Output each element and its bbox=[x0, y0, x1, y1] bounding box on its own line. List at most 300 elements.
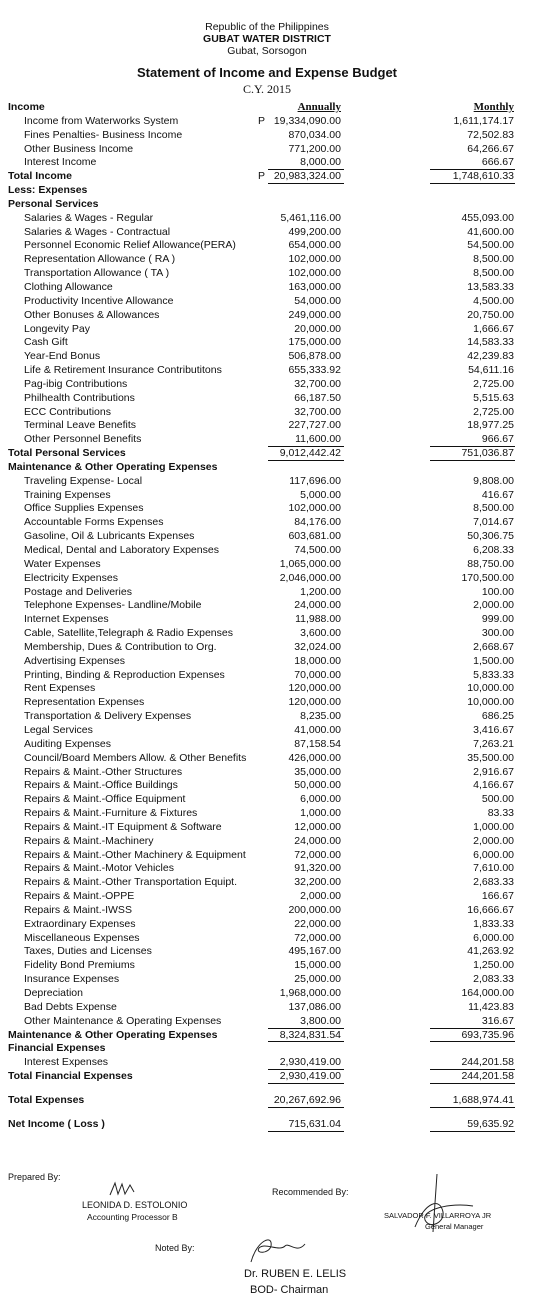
annual-amount: 20,983,324.00 bbox=[273, 170, 341, 183]
row-label: Repairs & Maint.-Other Structures bbox=[24, 765, 183, 778]
monthly-amount: 1,748,610.33 bbox=[452, 170, 514, 183]
monthly-amount: 41,263.92 bbox=[467, 945, 514, 958]
monthly-amount: 1,000.00 bbox=[473, 820, 514, 833]
row-label: Auditing Expenses bbox=[24, 737, 111, 750]
table-row bbox=[0, 544, 534, 558]
annual-amount: 175,000.00 bbox=[288, 336, 341, 349]
monthly-amount: 2,916.67 bbox=[473, 765, 514, 778]
row-label: Clothing Allowance bbox=[24, 280, 113, 293]
monthly-amount: 9,808.00 bbox=[473, 474, 514, 487]
row-label: Net Income ( Loss ) bbox=[8, 1117, 105, 1130]
annual-amount: 654,000.00 bbox=[288, 239, 341, 252]
monthly-amount: 2,000.00 bbox=[473, 599, 514, 612]
table-row bbox=[0, 530, 534, 544]
annual-amount: 87,158.54 bbox=[294, 737, 341, 750]
prepared-title: Accounting Processor B bbox=[87, 1212, 178, 1222]
monthly-amount: 14,583.33 bbox=[467, 336, 514, 349]
annual-amount: 19,334,090.00 bbox=[273, 114, 341, 127]
monthly-amount: 1,833.33 bbox=[473, 917, 514, 930]
annual-amount: 655,333.92 bbox=[288, 364, 341, 377]
monthly-amount: 164,000.00 bbox=[461, 987, 514, 999]
table-row bbox=[0, 129, 534, 143]
monthly-amount: 300.00 bbox=[481, 627, 514, 640]
annual-amount: 1,968,000.00 bbox=[279, 987, 341, 999]
table-row bbox=[0, 419, 534, 433]
row-label: Membership, Dues & Contribution to Org. bbox=[24, 640, 217, 653]
monthly-amount: 966.67 bbox=[481, 433, 514, 446]
prepared-signature bbox=[108, 1180, 138, 1198]
monthly-amount: 1,500.00 bbox=[473, 654, 514, 667]
monthly-amount: 666.67 bbox=[481, 156, 514, 169]
annual-amount: 120,000.00 bbox=[288, 682, 341, 695]
row-label: Accountable Forms Expenses bbox=[24, 516, 164, 529]
table-row bbox=[0, 1001, 534, 1015]
row-label: Year-End Bonus bbox=[24, 350, 101, 363]
underline-rule bbox=[268, 1083, 344, 1084]
row-label: Repairs & Maint.-Office Buildings bbox=[24, 779, 178, 792]
annual-amount: 12,000.00 bbox=[294, 820, 341, 833]
monthly-amount: 10,000.00 bbox=[467, 696, 514, 709]
row-label: Representation Allowance ( RA ) bbox=[24, 253, 176, 266]
monthly-amount: 4,500.00 bbox=[473, 294, 514, 307]
annual-amount: 22,000.00 bbox=[294, 917, 341, 930]
row-label: Interest Income bbox=[24, 156, 97, 169]
annual-amount: 120,000.00 bbox=[288, 696, 341, 709]
monthly-amount: 2,725.00 bbox=[473, 405, 514, 418]
annual-amount: 870,034.00 bbox=[288, 128, 341, 141]
row-label: Personnel Economic Relief Allowance(PERA) bbox=[24, 239, 236, 252]
annual-amount: 35,000.00 bbox=[294, 765, 341, 778]
row-label: Legal Services bbox=[24, 723, 93, 736]
table-row bbox=[0, 682, 534, 696]
annual-amount: 499,200.00 bbox=[288, 225, 341, 238]
table-row bbox=[0, 710, 534, 724]
annual-amount: 117,696.00 bbox=[289, 474, 341, 487]
monthly-amount: 455,093.00 bbox=[461, 211, 514, 224]
table-row bbox=[0, 350, 534, 364]
underline-rule bbox=[430, 1131, 515, 1132]
annual-amount: 137,086.00 bbox=[288, 1000, 341, 1013]
annual-amount: 9,012,442.42 bbox=[279, 447, 341, 460]
section-row bbox=[0, 461, 534, 475]
monthly-amount: 166.67 bbox=[481, 890, 514, 903]
monthly-amount: 7,610.00 bbox=[473, 862, 514, 875]
underline-rule bbox=[430, 1107, 515, 1108]
recommended-title: General Manager bbox=[425, 1222, 484, 1231]
table-row bbox=[0, 821, 534, 835]
annual-amount: 54,000.00 bbox=[294, 294, 341, 307]
column-header-monthly: Monthly bbox=[473, 101, 514, 113]
table-row bbox=[0, 641, 534, 655]
monthly-amount: 751,036.87 bbox=[461, 447, 514, 460]
row-label: Income bbox=[8, 101, 45, 113]
monthly-amount: 54,500.00 bbox=[467, 239, 514, 252]
table-row bbox=[0, 849, 534, 863]
monthly-amount: 500.00 bbox=[481, 793, 514, 806]
noted-name: Dr. RUBEN E. LELIS bbox=[244, 1268, 347, 1280]
row-label: Repairs & Maint.-IWSS bbox=[24, 903, 132, 916]
table-row bbox=[0, 987, 534, 1001]
row-label: Gasoline, Oil & Lubricants Expenses bbox=[24, 530, 195, 543]
table-row bbox=[0, 323, 534, 337]
table-row bbox=[0, 932, 534, 946]
section-row bbox=[0, 1070, 534, 1084]
table-row bbox=[0, 309, 534, 323]
currency-prefix: P bbox=[258, 114, 266, 127]
monthly-amount: 999.00 bbox=[481, 613, 514, 626]
table-row bbox=[0, 392, 534, 406]
row-label: Bad Debts Expense bbox=[24, 1000, 117, 1013]
annual-amount: 102,000.00 bbox=[288, 267, 341, 280]
row-label: Medical, Dental and Laboratory Expenses bbox=[24, 544, 219, 556]
monthly-amount: 1,611,174.17 bbox=[453, 114, 514, 127]
table-row bbox=[0, 212, 534, 226]
annual-amount: 32,200.00 bbox=[294, 876, 341, 889]
table-row bbox=[0, 115, 534, 129]
annual-amount: 227,727.00 bbox=[288, 419, 341, 432]
monthly-amount: 2,668.67 bbox=[473, 640, 514, 653]
row-label: Extraordinary Expenses bbox=[24, 917, 136, 930]
table-row bbox=[0, 973, 534, 987]
row-label: Printing, Binding & Reproduction Expenses bbox=[24, 668, 225, 681]
monthly-amount: 16,666.67 bbox=[467, 903, 514, 916]
row-label: Productivity Incentive Allowance bbox=[24, 294, 174, 307]
annual-amount: 70,000.00 bbox=[294, 668, 341, 681]
row-label: Depreciation bbox=[24, 987, 83, 999]
table-row bbox=[0, 253, 534, 267]
row-label: Internet Expenses bbox=[24, 613, 109, 626]
row-label: Other Business Income bbox=[24, 142, 134, 155]
table-row bbox=[0, 295, 534, 309]
monthly-amount: 59,635.92 bbox=[467, 1117, 514, 1130]
row-label: Interest Expenses bbox=[24, 1056, 109, 1069]
table-row bbox=[0, 156, 534, 170]
document-title: Statement of Income and Expense Budget bbox=[136, 65, 398, 80]
underline-rule bbox=[268, 1107, 344, 1108]
monthly-amount: 13,583.33 bbox=[467, 280, 514, 293]
annual-amount: 24,000.00 bbox=[294, 599, 341, 612]
row-label: Transportation Allowance ( TA ) bbox=[24, 267, 170, 280]
row-label: Total Expenses bbox=[8, 1093, 85, 1106]
table-row bbox=[0, 627, 534, 641]
row-label: Rent Expenses bbox=[24, 682, 96, 695]
monthly-amount: 41,600.00 bbox=[467, 225, 514, 238]
monthly-amount: 1,250.00 bbox=[473, 959, 514, 972]
annual-amount: 102,000.00 bbox=[288, 502, 341, 515]
noted-signature bbox=[245, 1232, 315, 1268]
table-row bbox=[0, 696, 534, 710]
section-row bbox=[0, 1118, 534, 1132]
monthly-amount: 693,735.96 bbox=[461, 1028, 514, 1041]
section-row bbox=[0, 198, 534, 212]
monthly-amount: 1,666.67 bbox=[473, 322, 514, 335]
monthly-amount: 244,201.58 bbox=[461, 1070, 514, 1083]
monthly-amount: 6,000.00 bbox=[473, 931, 514, 944]
annual-amount: 5,000.00 bbox=[300, 488, 341, 501]
monthly-amount: 72,502.83 bbox=[467, 128, 514, 141]
row-label: Life & Retirement Insurance Contributitons bbox=[24, 364, 222, 377]
monthly-amount: 6,000.00 bbox=[473, 848, 514, 861]
table-row bbox=[0, 572, 534, 586]
row-label: Pag-ibig Contributions bbox=[24, 377, 128, 390]
annual-amount: 2,930,419.00 bbox=[279, 1056, 341, 1069]
annual-amount: 3,800.00 bbox=[300, 1014, 341, 1027]
section-row bbox=[0, 447, 534, 461]
header-district: GUBAT WATER DISTRICT bbox=[203, 33, 331, 45]
table-row bbox=[0, 669, 534, 683]
table-row bbox=[0, 835, 534, 849]
monthly-amount: 88,750.00 bbox=[467, 557, 514, 570]
section-row bbox=[0, 1094, 534, 1108]
table-row bbox=[0, 862, 534, 876]
table-row bbox=[0, 558, 534, 572]
table-row bbox=[0, 655, 534, 669]
annual-amount: 1,065,000.00 bbox=[279, 557, 341, 570]
table-row bbox=[0, 766, 534, 780]
currency-prefix: P bbox=[258, 170, 266, 183]
monthly-amount: 170,500.00 bbox=[461, 571, 514, 584]
table-row bbox=[0, 239, 534, 253]
table-row bbox=[0, 267, 534, 281]
annual-amount: 715,631.04 bbox=[288, 1117, 341, 1130]
underline-rule bbox=[268, 1131, 344, 1132]
annual-amount: 249,000.00 bbox=[288, 308, 341, 321]
row-label: Taxes, Duties and Licenses bbox=[24, 945, 152, 958]
annual-amount: 32,700.00 bbox=[294, 405, 341, 418]
row-label: Advertising Expenses bbox=[24, 654, 125, 667]
row-label: Cable, Satellite,Telegraph & Radio Expenses bbox=[24, 627, 233, 640]
recommended-signature bbox=[395, 1172, 475, 1242]
section-row bbox=[0, 170, 534, 184]
row-label: Salaries & Wages - Contractual bbox=[24, 225, 171, 238]
row-label: Electricity Expenses bbox=[24, 571, 118, 584]
header-location: Gubat, Sorsogon bbox=[227, 45, 307, 57]
row-label: Less: Expenses bbox=[8, 184, 88, 197]
monthly-amount: 18,977.25 bbox=[467, 419, 514, 432]
annual-amount: 24,000.00 bbox=[294, 834, 341, 847]
table-row bbox=[0, 378, 534, 392]
monthly-amount: 686.25 bbox=[481, 710, 514, 723]
monthly-amount: 8,500.00 bbox=[473, 502, 514, 515]
row-label: Representation Expenses bbox=[24, 696, 145, 709]
recommended-name: SALVADOR F. VILLARROYA JR bbox=[384, 1211, 492, 1220]
budget-table bbox=[0, 101, 534, 1132]
row-label: Insurance Expenses bbox=[24, 973, 120, 986]
annual-amount: 20,000.00 bbox=[294, 322, 341, 335]
table-row bbox=[0, 1015, 534, 1029]
annual-amount: 102,000.00 bbox=[288, 253, 341, 266]
annual-amount: 2,930,419.00 bbox=[279, 1070, 341, 1083]
row-label: Repairs & Maint.-Other Machinery & Equipment bbox=[24, 848, 246, 861]
table-row bbox=[0, 516, 534, 530]
table-row bbox=[0, 502, 534, 516]
table-row bbox=[0, 724, 534, 738]
row-label: Total Personal Services bbox=[8, 447, 126, 460]
section-row bbox=[0, 1029, 534, 1043]
table-row bbox=[0, 599, 534, 613]
row-label: Financial Expenses bbox=[8, 1042, 106, 1055]
annual-amount: 41,000.00 bbox=[294, 723, 341, 736]
row-label: Repairs & Maint.-IT Equipment & Software bbox=[24, 820, 222, 833]
annual-amount: 1,200.00 bbox=[300, 585, 341, 598]
table-row bbox=[0, 807, 534, 821]
table-row bbox=[0, 433, 534, 447]
annual-amount: 72,000.00 bbox=[294, 848, 341, 861]
monthly-amount: 64,266.67 bbox=[467, 142, 514, 155]
row-label: Transportation & Delivery Expenses bbox=[24, 710, 192, 723]
table-row bbox=[0, 489, 534, 503]
noted-title: BOD- Chairman bbox=[250, 1284, 329, 1296]
annual-amount: 3,600.00 bbox=[300, 627, 341, 640]
header-republic: Republic of the Philippines bbox=[205, 21, 329, 33]
monthly-amount: 5,833.33 bbox=[473, 668, 514, 681]
row-label: Training Expenses bbox=[24, 488, 111, 501]
row-label: ECC Contributions bbox=[24, 405, 111, 418]
row-label: Repairs & Maint.-Machinery bbox=[24, 834, 154, 847]
table-row bbox=[0, 904, 534, 918]
annual-amount: 200,000.00 bbox=[288, 903, 341, 916]
row-label: Council/Board Members Allow. & Other Benefits bbox=[24, 751, 247, 764]
monthly-amount: 35,500.00 bbox=[467, 751, 514, 764]
table-row bbox=[0, 945, 534, 959]
underline-rule bbox=[430, 1083, 515, 1084]
monthly-amount: 50,306.75 bbox=[467, 530, 514, 543]
annual-amount: 8,235.00 bbox=[300, 710, 341, 723]
annual-amount: 771,200.00 bbox=[288, 142, 341, 155]
annual-amount: 32,024.00 bbox=[294, 640, 341, 653]
monthly-amount: 54,611.16 bbox=[468, 364, 514, 377]
row-label: Maintenance & Other Operating Expenses bbox=[8, 1028, 218, 1041]
table-row bbox=[0, 779, 534, 793]
row-label: Income from Waterworks System bbox=[24, 114, 179, 127]
table-row bbox=[0, 1056, 534, 1070]
annual-amount: 2,000.00 bbox=[300, 890, 341, 903]
prepared-by-label: Prepared By: bbox=[8, 1172, 61, 1182]
calendar-year: C.Y. 2015 bbox=[242, 82, 292, 96]
row-label: Total Income bbox=[8, 170, 72, 183]
row-label: Office Supplies Expenses bbox=[24, 502, 144, 515]
table-row bbox=[0, 226, 534, 240]
annual-amount: 50,000.00 bbox=[294, 779, 341, 792]
monthly-amount: 2,000.00 bbox=[473, 834, 514, 847]
row-label: Longevity Pay bbox=[24, 322, 90, 335]
monthly-amount: 2,725.00 bbox=[473, 377, 514, 390]
annual-amount: 426,000.00 bbox=[288, 751, 341, 764]
table-row bbox=[0, 406, 534, 420]
monthly-amount: 316.67 bbox=[481, 1014, 514, 1027]
annual-amount: 32,700.00 bbox=[294, 377, 341, 390]
annual-amount: 84,176.00 bbox=[294, 516, 341, 529]
annual-amount: 91,320.00 bbox=[294, 862, 341, 875]
section-row bbox=[0, 101, 534, 115]
table-row bbox=[0, 364, 534, 378]
monthly-amount: 3,416.67 bbox=[473, 723, 514, 736]
annual-amount: 1,000.00 bbox=[300, 807, 341, 820]
table-row bbox=[0, 890, 534, 904]
table-row bbox=[0, 143, 534, 157]
spacer bbox=[0, 1084, 534, 1094]
row-label: Miscellaneous Expenses bbox=[24, 931, 140, 944]
monthly-amount: 8,500.00 bbox=[473, 253, 514, 266]
row-label: Other Maintenance & Operating Expenses bbox=[24, 1014, 222, 1027]
monthly-amount: 100.00 bbox=[481, 585, 514, 598]
row-label: Water Expenses bbox=[24, 557, 101, 570]
monthly-amount: 11,423.83 bbox=[468, 1000, 514, 1013]
annual-amount: 603,681.00 bbox=[288, 530, 341, 543]
annual-amount: 8,000.00 bbox=[300, 156, 341, 169]
prepared-name: LEONIDA D. ESTOLONIO bbox=[82, 1200, 188, 1210]
row-label: Maintenance & Other Operating Expenses bbox=[8, 460, 218, 473]
table-row bbox=[0, 793, 534, 807]
noted-by-label: Noted By: bbox=[155, 1243, 195, 1253]
annual-amount: 74,500.00 bbox=[294, 544, 341, 556]
monthly-amount: 6,208.33 bbox=[473, 544, 514, 556]
table-row bbox=[0, 336, 534, 350]
row-label: Repairs & Maint.-Furniture & Fixtures bbox=[24, 807, 198, 820]
section-row bbox=[0, 184, 534, 198]
annual-amount: 5,461,116.00 bbox=[280, 211, 341, 224]
monthly-amount: 2,683.33 bbox=[473, 876, 514, 889]
column-header-annually: Annually bbox=[297, 101, 341, 113]
table-row bbox=[0, 738, 534, 752]
row-label: Postage and Deliveries bbox=[24, 585, 132, 598]
annual-amount: 25,000.00 bbox=[294, 973, 341, 986]
row-label: Cash Gift bbox=[24, 336, 68, 349]
monthly-amount: 7,014.67 bbox=[473, 516, 514, 529]
annual-amount: 72,000.00 bbox=[294, 931, 341, 944]
spacer bbox=[0, 1108, 534, 1118]
row-label: Fidelity Bond Premiums bbox=[24, 959, 135, 972]
annual-amount: 506,878.00 bbox=[288, 350, 341, 363]
table-row bbox=[0, 475, 534, 489]
annual-amount: 163,000.00 bbox=[288, 280, 341, 293]
monthly-amount: 20,750.00 bbox=[467, 308, 514, 321]
monthly-amount: 1,688,974.41 bbox=[452, 1093, 514, 1106]
row-label: Other Personnel Benefits bbox=[24, 433, 142, 446]
annual-amount: 15,000.00 bbox=[294, 959, 341, 972]
monthly-amount: 42,239.83 bbox=[467, 350, 514, 363]
row-label: Repairs & Maint.-Other Transportation Equipt. bbox=[24, 876, 238, 889]
monthly-amount: 416.67 bbox=[481, 488, 514, 501]
row-label: Traveling Expense- Local bbox=[24, 474, 143, 487]
table-row bbox=[0, 876, 534, 890]
row-label: Other Bonuses & Allowances bbox=[24, 308, 160, 321]
row-label: Salaries & Wages - Regular bbox=[24, 211, 154, 224]
row-label: Repairs & Maint.-Office Equipment bbox=[24, 793, 186, 806]
row-label: Terminal Leave Benefits bbox=[24, 419, 137, 432]
annual-amount: 11,600.00 bbox=[295, 433, 341, 446]
monthly-amount: 4,166.67 bbox=[473, 779, 514, 792]
annual-amount: 20,267,692.96 bbox=[273, 1093, 341, 1106]
monthly-amount: 10,000.00 bbox=[467, 682, 514, 695]
row-label: Repairs & Maint.-OPPE bbox=[24, 890, 135, 903]
annual-amount: 18,000.00 bbox=[294, 654, 341, 667]
monthly-amount: 5,515.63 bbox=[473, 391, 514, 404]
row-label: Personal Services bbox=[8, 197, 99, 210]
monthly-amount: 7,263.21 bbox=[473, 737, 514, 750]
annual-amount: 66,187.50 bbox=[294, 391, 341, 404]
row-label: Repairs & Maint.-Motor Vehicles bbox=[24, 862, 174, 875]
monthly-amount: 244,201.58 bbox=[461, 1056, 514, 1069]
monthly-amount: 83.33 bbox=[487, 807, 514, 820]
recommended-by-label: Recommended By: bbox=[272, 1187, 349, 1197]
row-label: Total Financial Expenses bbox=[8, 1070, 133, 1083]
table-row bbox=[0, 613, 534, 627]
monthly-amount: 8,500.00 bbox=[473, 267, 514, 280]
annual-amount: 495,167.00 bbox=[288, 945, 341, 958]
annual-amount: 8,324,831.54 bbox=[279, 1028, 341, 1041]
section-row bbox=[0, 1042, 534, 1056]
